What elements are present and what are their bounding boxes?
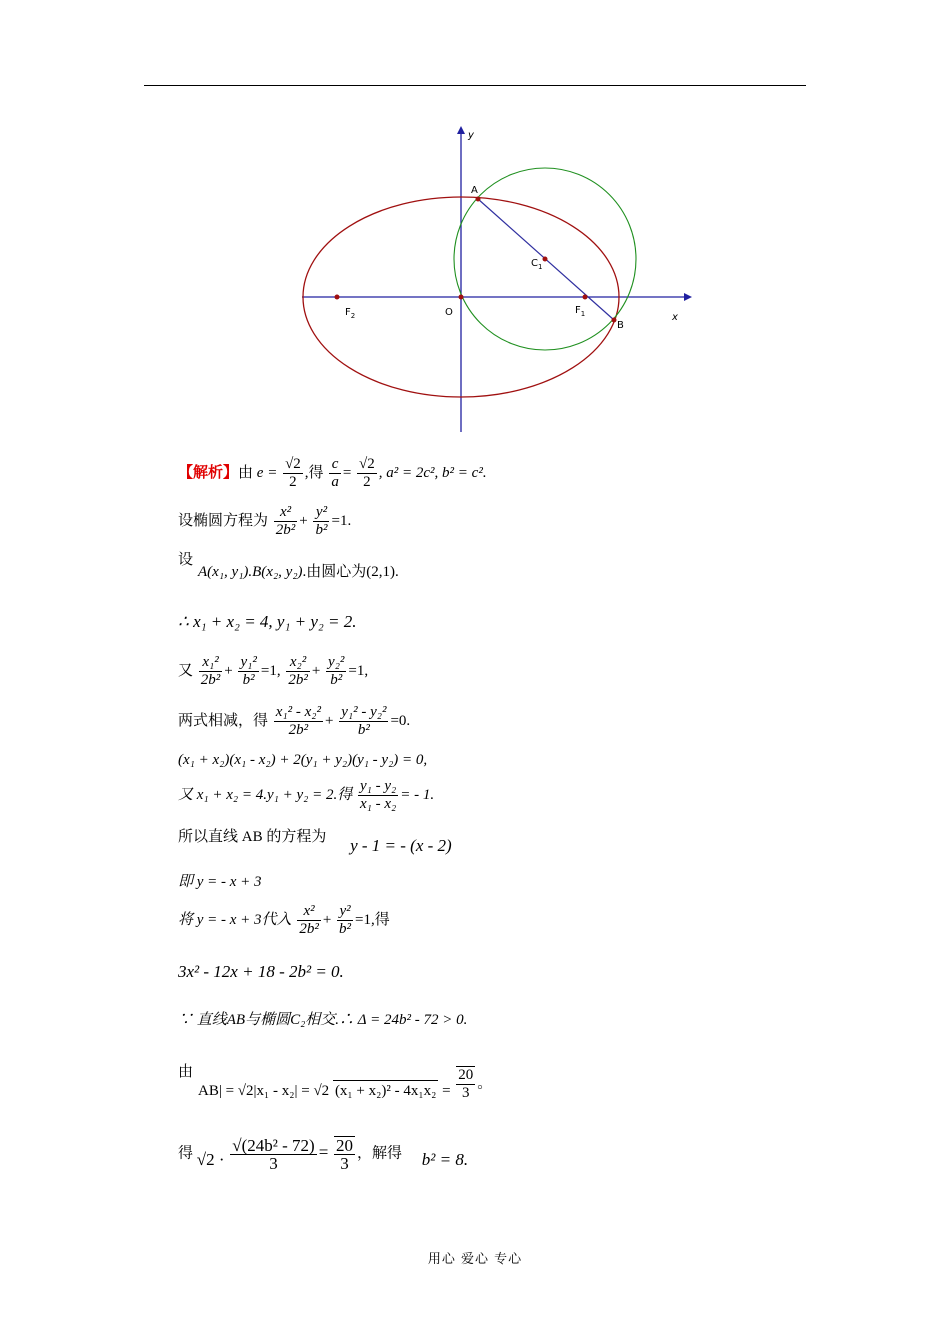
solution-line-4: ∴ x₁ + x₂ = 4, y₁ + y₂ = 2.: [178, 612, 357, 631]
label-b: B: [617, 320, 624, 331]
header-rule: [144, 85, 806, 86]
point-f2-dot: [335, 295, 340, 300]
solution-line-3b: [198, 562, 399, 582]
page-footer: 用心 爱心 专心: [427, 1252, 523, 1267]
point-f1-dot: [583, 295, 588, 300]
l2-d: +: [299, 512, 308, 529]
point-o-dot: [459, 295, 464, 300]
point-a-dot: [476, 197, 481, 202]
l5-frac4: $\frac{\text{y₂²}}{\text{b²}}$: [328, 654, 345, 688]
solution-line-9: 所以直线 AB 的方程为 y - 1 = - (x - 2): [178, 829, 452, 855]
l1-b: e =: [256, 464, 278, 481]
label-c1: $C_1$: [531, 258, 543, 271]
l1-frac1: $\frac{√2}{2}$: [285, 456, 301, 490]
solution-line-11: 将 y = - x + 3代入 $\frac{\text{x²}}{\text{2b²}}$ + $\frac{\text{y²}}{\text{b²}}$ =1,得: [178, 903, 390, 937]
solution-header: 【解析】: [178, 464, 239, 481]
l5-frac3: $\frac{\text{x₂²}}{\text{2b²}}$: [288, 654, 308, 688]
l15-frac2: $\frac{20}{3}$: [336, 1136, 354, 1173]
l11-frac1: $\frac{\text{x²}}{\text{2b²}}$: [299, 903, 319, 937]
l6-frac1: $\frac{\text{x₁² - x₂²}}{\text{2b²}}$: [275, 704, 321, 738]
l1-e: ,得: [304, 464, 324, 481]
l1-a: 由: [238, 464, 254, 481]
solution-line-7: (x₁ + x₂)(x₁ - x₂) + 2(y₁ + y₂)(y₁ - y₂) = 0,: [178, 752, 428, 768]
l1-frac2: $\frac{c}{a}$: [331, 456, 339, 490]
solution-line-15: 得 √2 · $\frac{\text{√(24b² - 72)}}{3}$ = $\frac{20}{3}$ ，解得 b² = 8.: [178, 1135, 469, 1173]
l1-frac3: $\frac{√2}{2}$: [359, 456, 375, 490]
label-f2: $F_2$: [345, 307, 356, 320]
point-b-dot: [612, 318, 617, 323]
y-axis-arrow: [457, 126, 465, 134]
solution-line-2: [178, 504, 351, 539]
l14-sqrt: (x₁ + x₂)² - 4x₁x₂: [333, 1080, 438, 1101]
solution-line-14a: 由: [178, 1064, 194, 1080]
l2-a: 设椭圆方程为: [178, 512, 269, 529]
x-axis-label: x: [672, 312, 678, 323]
ellipse-circle-figure: [260, 120, 700, 440]
y-axis-label: y: [468, 130, 474, 141]
l1-k: , a² = 2c², b² = c².: [378, 464, 487, 481]
solution-line-14b: AB| = √2|x₁ - x₂| = √2 (x₁ + x₂)² - 4x₁x₂ = $\frac{20}{3}$ 。: [198, 1067, 493, 1101]
l2-g: =1.: [331, 512, 352, 529]
solution-line-12: 3x² - 12x + 18 - 2b² = 0.: [178, 962, 344, 981]
point-c1-dot: [543, 257, 548, 262]
l11-frac2: $\frac{\text{y²}}{\text{b²}}$: [339, 903, 352, 937]
l5-frac1: $\frac{\text{x₁²}}{\text{2b²}}$: [200, 654, 221, 688]
l1-h: =: [342, 464, 352, 481]
solution-line-13: ∵ 直线AB与椭圆C₂相交.∴ Δ = 24b² - 72 > 0.: [178, 1012, 468, 1028]
solution-line-6: 两式相减，得 $\frac{\text{x₁² - x₂²}}{\text{2b²}}$ + $\frac{\text{y₁² - y₂²}}{\text{b²}}$ =0.: [178, 704, 411, 738]
line-ab-equation: y - 1 = - (x - 2): [350, 836, 452, 855]
label-a: A: [471, 185, 478, 196]
solution-line-5: 又 $\frac{\text{x₁²}}{\text{2b²}}$ + $\frac{\text{y₁²}}{\text{b²}}$ =1, $\frac{\text{x₂²}}{\text{2b²}}$ + $\frac{\text{y₂²}}{\text{b²}}$ =1,: [178, 654, 369, 688]
l5-frac2: $\frac{\text{y₁²}}{\text{b²}}$: [240, 654, 257, 688]
l3-b: A(x₁, y₁).B(x₂, y₂): [198, 564, 303, 580]
l8-frac: $\frac{\text{y₁ - y₂}}{\text{x₁ - x₂}}$: [359, 778, 397, 812]
l2-frac1: $\frac{\text{x²}}{\text{2b²}}$: [275, 504, 296, 538]
l15-frac1: $\frac{\text{√(24b² - 72)}}{3}$: [232, 1135, 315, 1173]
l6-frac2: $\frac{\text{y₁² - y₂²}}{\text{b²}}$: [341, 704, 387, 738]
l3-c: .由圆心为(2,1).: [302, 564, 399, 580]
solution-line-8: 又 x₁ + x₂ = 4.y₁ + y₂ = 2.得 $\frac{\text{y₁ - y₂}}{\text{x₁ - x₂}}$ = - 1.: [178, 778, 435, 812]
solution-line-3a: 设: [178, 552, 194, 568]
l2-frac2: $\frac{\text{y²}}{\text{b²}}$: [315, 504, 328, 538]
solution-line-10: 即 y = - x + 3: [178, 874, 262, 890]
l14-frac: $\frac{20}{3}$: [458, 1067, 474, 1101]
label-o: O: [445, 307, 453, 318]
solution-line-1: [178, 456, 487, 491]
x-axis-arrow: [684, 293, 692, 301]
label-f1: $F_1$: [575, 305, 586, 318]
